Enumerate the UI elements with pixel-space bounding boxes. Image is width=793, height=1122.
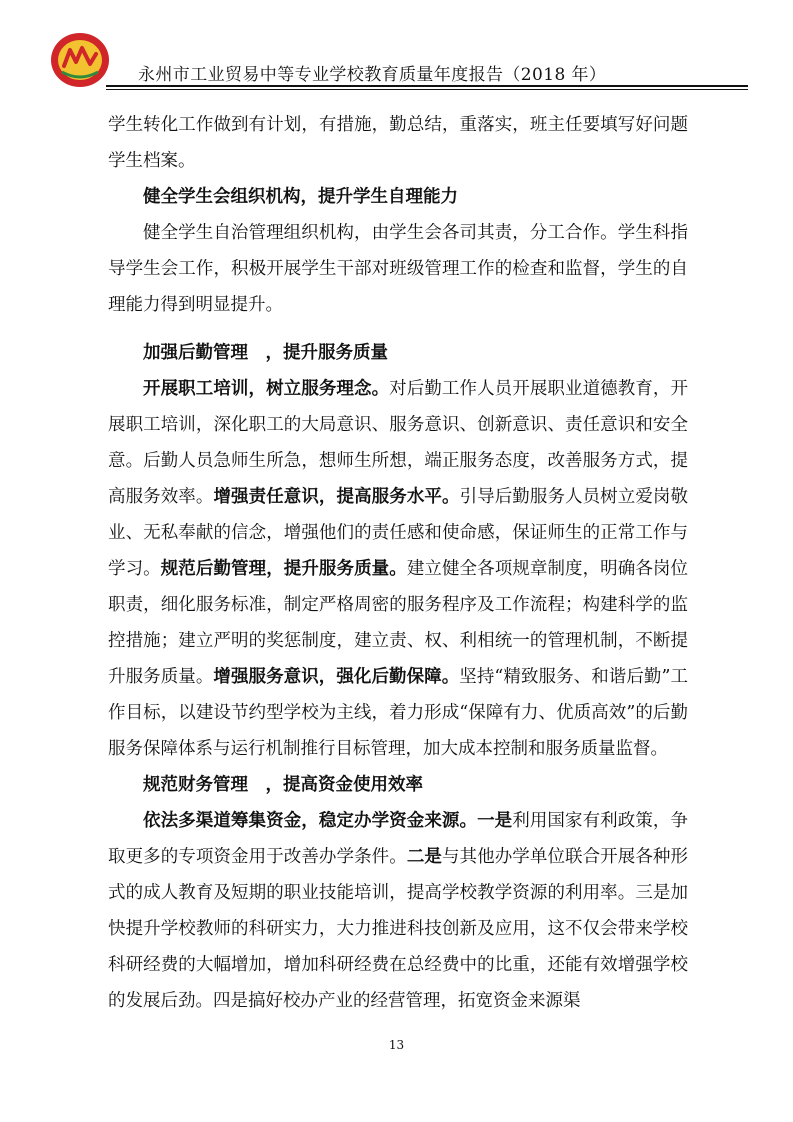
report-title: 永州市工业贸易中等专业学校教育质量年度报告（2018 年） [138,65,607,85]
bold-lead-2: 增强责任意识，提高服务水平。 [213,487,460,507]
section-heading-logistics: 加强后勤管理 ，提升服务质量 [143,343,388,363]
text-4: 坚持“精致服务、和谐后勤”工作目标，以建设节约型学校为主线，着力形成“保障有力、优质高效”的后勤服务保障体系与运行机制推行目标管理，加大成本控制和服务质量监督。 [108,667,688,759]
text-3: 建立健全各项规章制度，明确各岗位职责，细化服务标准，制定严格周密的服务程序及工作流程；构建科学的监控措施；建立严明的奖惩制度，建立责、权、利相统一的管理机制，不断提升服务质量。 [108,559,688,687]
header-rule [106,85,748,87]
bold-lead-4: 增强服务意识，强化后勤保障。 [213,667,460,687]
section-heading-finance: 规范财务管理 ，提高资金使用效率 [143,775,423,795]
bold-lead-5: 依法多渠道筹集资金，稳定办学资金来源。 [143,811,478,831]
bold-lead-1: 开展职工培训，树立服务理念。 [143,379,390,399]
school-emblem-icon [50,32,110,88]
text-5: 利用国家有利政策，争取更多的专项资金用于改善办学条件。 [108,811,689,867]
page-body [108,107,688,1019]
paragraph-2: 健全学生自治管理组织机构，由学生会各司其责，分工合作。学生科指导学生会工作，积极开展学生干部对班级管理工作的检查和监督，学生的自理能力得到明显提升。 [108,223,688,315]
header-rule-thin [106,89,748,90]
section-heading-student-union: 健全学生会组织机构，提升学生自理能力 [143,187,458,207]
page-number: 13 [388,1038,405,1052]
bold-lead-7: 二是 [406,847,442,867]
text-2: 引导后勤服务人员树立爱岗敬业、无私奉献的信念，增强他们的责任感和使命感，保证师生的正常工作与学习。 [108,487,688,579]
paragraph-3 [108,371,688,767]
paragraph-4 [108,803,688,1019]
page-header [50,30,750,90]
bold-lead-6: 一是 [477,811,513,831]
text-1: 对后勤工作人员开展职业道德教育，开展职工培训，深化职工的大局意识、服务意识、创新意识、责任意识和安全意。后勤人员急师生所急，想师生所想，端正服务态度，改善服务方式，提高服务效率。 [108,379,689,507]
bold-lead-3: 规范后勤管理，提升服务质量。 [160,559,407,579]
text-6: 与其他办学单位联合开展各种形式的成人教育及短期的职业技能培训，提高学校教学资源的利用率。三是加快提升学校教师的科研实力，大力推进科技创新及应用，这不仅会带来学校科研经费的大幅增加，增加科研经费在总经费中的比重，还能有效增强学校的发展后劲。四是搞好校办产业的经营管理，拓宽资金来源渠 [108,847,688,1011]
paragraph-1: 学生转化工作做到有计划，有措施，勤总结，重落实，班主任要填写好问题学生档案。 [108,115,688,171]
